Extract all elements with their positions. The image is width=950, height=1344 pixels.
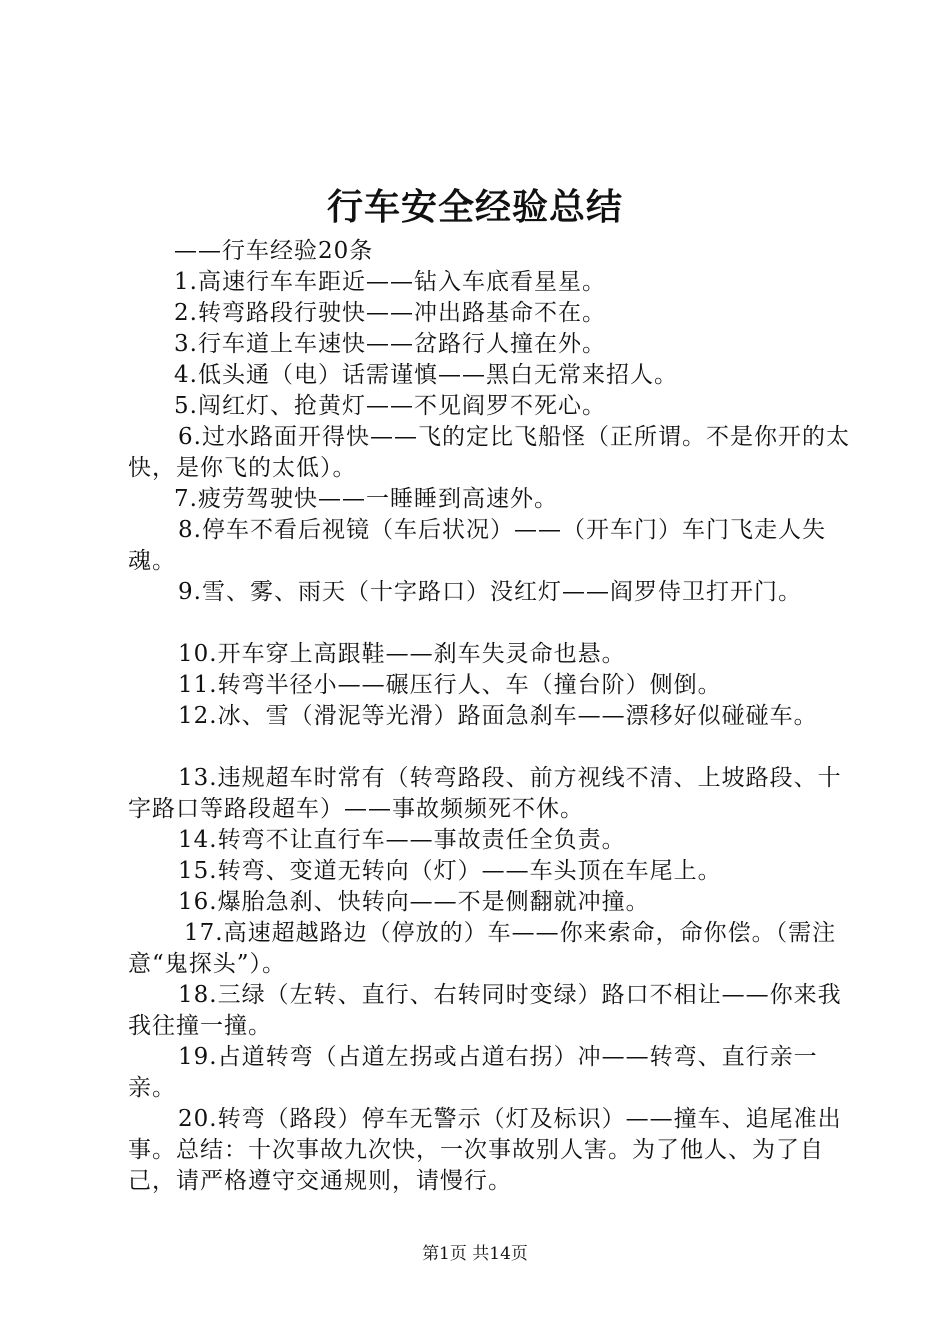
- list-item: 4.低头通（电）话需谨慎——黑白无常来招人。: [174, 362, 678, 388]
- document-title: 行车安全经验总结: [326, 186, 623, 228]
- list-item: 18.三绿（左转、直行、右转同时变绿）路口不相让——你来我我往撞一撞。: [128, 982, 842, 1039]
- list-item: 14.转弯不让直行车——事故责任全负责。: [178, 827, 626, 853]
- list-item: 11.转弯半径小——碾压行人、车（撞台阶）侧倒。: [178, 672, 722, 698]
- list-item: 13.违规超车时常有（转弯路段、前方视线不清、上坡路段、十字路口等路段超车）——事故频频死不休。: [128, 765, 842, 822]
- list-item: 12.冰、雪（滑泥等光滑）路面急刹车——漂移好似碰碰车。: [178, 703, 818, 729]
- list-item: 7.疲劳驾驶快——一睡睡到高速外。: [174, 486, 558, 512]
- paragraph-gap: [128, 608, 850, 639]
- list-item: 5.闯红灯、抢黄灯——不见阎罗不死心。: [174, 393, 606, 419]
- list-item: 6.过水路面开得快——飞的定比飞船怪（正所谓。不是你开的太快，是你飞的太低）。: [128, 424, 850, 481]
- list-item: 15.转弯、变道无转向（灯）——车头顶在车尾上。: [178, 858, 722, 884]
- list-item: 3.行车道上车速快——岔路行人撞在外。: [174, 331, 606, 357]
- list-item: 17.高速超越路边（停放的）车——你来索命，命你偿。（需注意“鬼探头”）。: [128, 920, 837, 977]
- list-item: 16.爆胎急刹、快转向——不是侧翻就冲撞。: [178, 889, 650, 915]
- list-item: 9.雪、雾、雨天（十字路口）没红灯——阎罗侍卫打开门。: [178, 579, 802, 605]
- document-body: [128, 236, 850, 1197]
- list-item: 19.占道转弯（占道左拐或占道右拐）冲——转弯、直行亲一亲。: [128, 1044, 818, 1101]
- list-item: 2.转弯路段行驶快——冲出路基命不在。: [174, 300, 606, 326]
- subtitle: ——行车经验20条: [174, 238, 374, 264]
- list-item: 1.高速行车车距近——钻入车底看星星。: [174, 269, 606, 295]
- list-item: 10.开车穿上高跟鞋——刹车失灵命也悬。: [178, 641, 626, 667]
- paragraph-gap: [128, 732, 850, 763]
- list-item: 20.转弯（路段）停车无警示（灯及标识）——撞车、追尾准出事。总结：十次事故九次快，一次事故别人害。为了他人、为了自己，请严格遵守交通规则，请慢行。: [128, 1106, 842, 1194]
- list-item: 8.停车不看后视镜（车后状况）——（开车门）车门飞走人失魂。: [128, 517, 826, 574]
- page-footer: 第1页 共14页: [422, 1244, 528, 1264]
